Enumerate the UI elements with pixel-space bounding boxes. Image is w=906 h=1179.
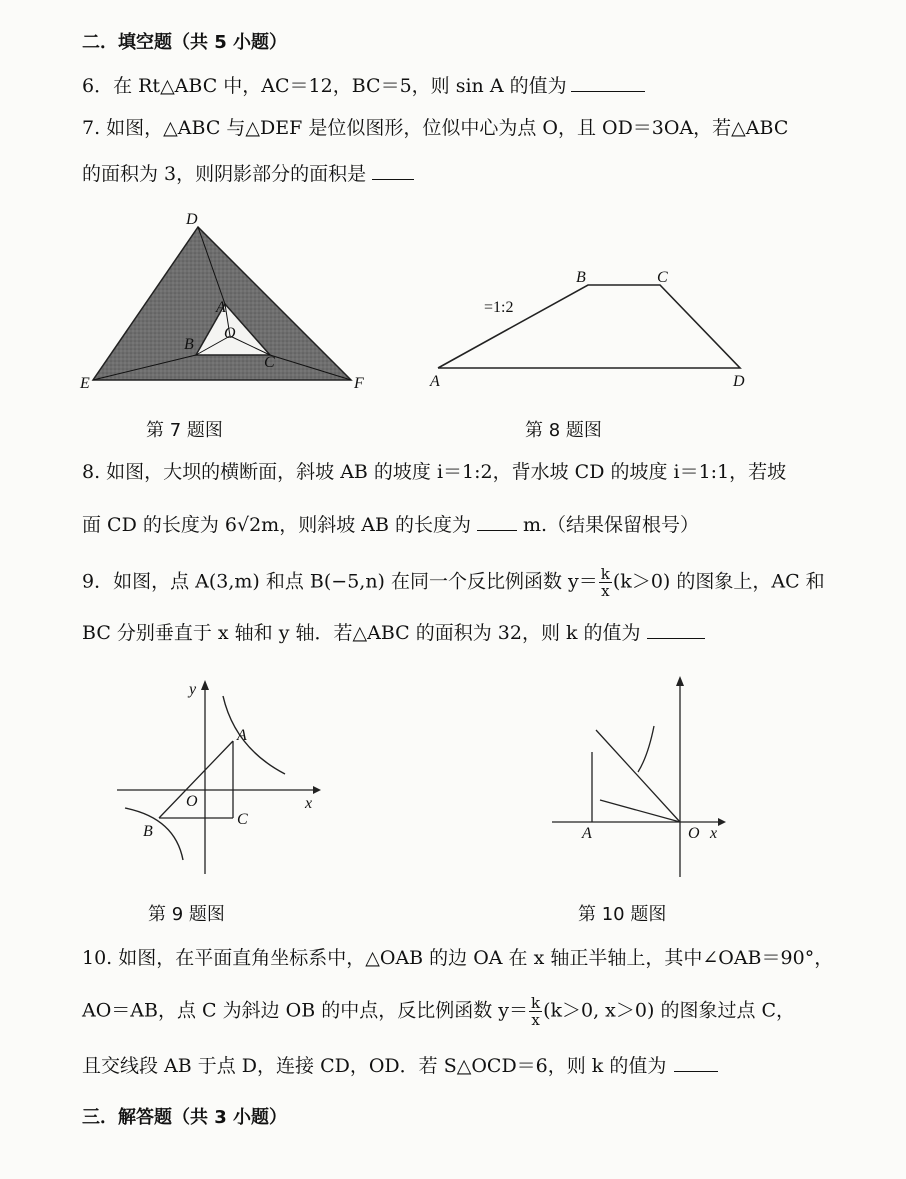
fig7-label-a: A — [216, 299, 226, 316]
fig8-label-c: C — [657, 269, 668, 286]
question-10-suffix: (k＞0, x＞0) 的图象过点 C， — [543, 999, 796, 1022]
answer-blank-8[interactable] — [477, 512, 517, 531]
fraction-k-over-x-10 — [529, 995, 542, 1028]
dam-cross-section — [438, 285, 740, 368]
fig8-label-d: D — [733, 373, 745, 390]
figure-10-caption: 第 10 题图 — [578, 904, 667, 925]
fig8-slope-label: =1:2 — [484, 299, 514, 316]
section-3-heading: 三．解答题（共 3 小题） — [82, 1107, 288, 1128]
question-10-line-1: 10. 如图，在平面直角坐标系中，△OAB 的边 OA 在 x 轴正半轴上，其中∠OAB＝90°， — [82, 947, 834, 969]
fig9-label-b: B — [143, 823, 153, 840]
figure-9-caption: 第 9 题图 — [148, 904, 225, 925]
section-2-heading: 二．填空题（共 5 小题） — [82, 32, 288, 53]
question-10-prefix: AO＝AB，点 C 为斜边 OB 的中点，反比例函数 y＝ — [82, 999, 528, 1022]
fraction-denominator: x — [601, 582, 610, 600]
answer-blank-6[interactable] — [571, 73, 645, 92]
fraction-numerator-10: k — [531, 994, 541, 1012]
fig8-label-a: A — [430, 373, 440, 390]
hyperbola-branch-1 — [223, 696, 285, 774]
fig7-label-d: D — [186, 211, 198, 228]
question-9-text: BC 分别垂直于 x 轴和 y 轴．若△ABC 的面积为 32，则 k 的值为 — [82, 622, 641, 644]
figure-7-caption: 第 7 题图 — [146, 420, 223, 441]
fig9-label-c: C — [237, 811, 248, 828]
fig7-label-o: O — [224, 325, 236, 342]
question-8-line-1: 8. 如图，大坝的横断面，斜坡 AB 的坡度 i＝1:2，背水坡 CD 的坡度 i＝1:1，若坡 — [82, 461, 787, 483]
fraction-denominator-10: x — [531, 1011, 540, 1029]
fig9-label-o: O — [186, 793, 198, 810]
fig7-label-b: B — [184, 336, 194, 353]
question-8-text: 面 CD 的长度为 6√2m，则斜坡 AB 的长度为 — [82, 514, 471, 536]
question-7-line-2 — [82, 161, 414, 186]
figure-9 — [115, 678, 325, 878]
question-9-suffix: (k＞0) 的图象上，AC 和 — [612, 570, 825, 593]
question-9-prefix: 9．如图，点 A(3,m) 和点 B(−5,n) 在同一个反比例函数 y＝ — [82, 570, 598, 593]
fig9-label-a: A — [237, 727, 247, 744]
question-8-suffix: m.（结果保留根号） — [522, 514, 700, 536]
answer-blank-9[interactable] — [647, 620, 705, 639]
figure-8-caption: 第 8 题图 — [525, 420, 602, 441]
fig7-label-c: C — [264, 354, 275, 371]
question-7-text: 的面积为 3，则阴影部分的面积是 — [82, 163, 367, 185]
fraction-k-over-x — [599, 566, 612, 599]
fig9-label-y: y — [189, 681, 197, 698]
fraction-numerator: k — [600, 565, 610, 583]
question-6-text: 6．在 Rt△ABC 中，AC＝12，BC＝5，则 sin A 的值为 — [82, 75, 567, 97]
fig8-label-b: B — [576, 269, 586, 286]
hyperbola-branch-2 — [125, 808, 183, 860]
fig7-label-e: E — [80, 375, 90, 392]
figure-8 — [428, 268, 758, 388]
question-9-line-1 — [82, 566, 825, 599]
figure-10 — [552, 672, 742, 872]
fig10-label-a: A — [582, 825, 592, 842]
figure-7 — [78, 212, 368, 407]
question-6 — [82, 73, 645, 98]
fig10-label-x: x — [710, 825, 718, 842]
question-9-line-2 — [82, 620, 705, 645]
question-10-line-2 — [82, 995, 795, 1028]
fig9-label-x: x — [305, 795, 313, 812]
answer-blank-7[interactable] — [372, 161, 414, 180]
fig10-label-o: O — [688, 825, 700, 842]
question-8-line-2 — [82, 512, 699, 537]
fig7-label-f: F — [354, 375, 364, 392]
question-7-line-1: 7. 如图，△ABC 与△DEF 是位似图形，位似中心为点 O，且 OD＝3OA，若△ABC — [82, 117, 789, 139]
answer-blank-10[interactable] — [674, 1053, 718, 1072]
question-10-text: 且交线段 AB 于点 D，连接 CD，OD．若 S△OCD＝6，则 k 的值为 — [82, 1055, 667, 1077]
question-10-line-3 — [82, 1053, 718, 1078]
